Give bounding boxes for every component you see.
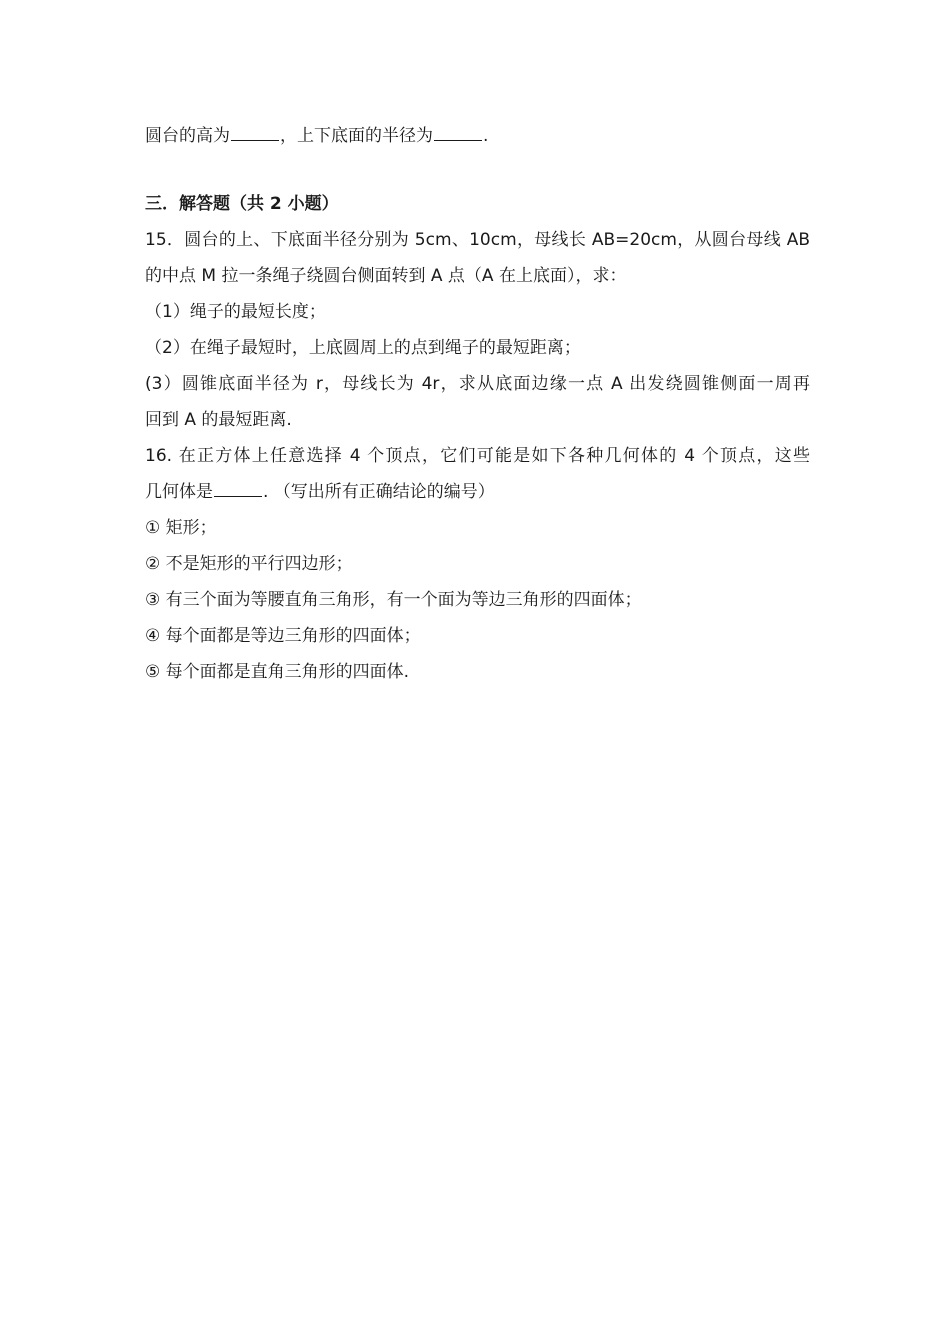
q15-sub-2: （2）在绳子最短时，上底圆周上的点到绳子的最短距离； xyxy=(145,338,581,358)
section-heading: 三．解答题（共 2 小题） xyxy=(145,194,339,214)
q15-sub-1: （1）绳子的最短长度； xyxy=(145,302,326,322)
prev-question-line xyxy=(145,118,810,154)
q16-line-2 xyxy=(145,474,810,510)
q16-option-2: ② 不是矩形的平行四边形； xyxy=(145,554,353,574)
q15-line-1: 15．圆台的上、下底面半径分别为 5cm、10cm，母线长 AB=20cm，从圆台母线 AB xyxy=(145,230,810,250)
prev-question-text-1: 圆台的高为 xyxy=(145,126,230,146)
q16-text-2: . （写出所有正确结论的编号） xyxy=(263,482,495,502)
q15-sub-3-line-1: (3）圆锥底面半径为 r，母线长为 4r，求从底面边缘一点 A 出发绕圆锥侧面一周再 xyxy=(145,374,810,394)
prev-question-text-3: . xyxy=(483,126,489,146)
answer-blank-q16 xyxy=(214,478,262,497)
q16-option-5: ⑤ 每个面都是直角三角形的四面体. xyxy=(145,662,410,682)
prev-question-text-2: ，上下底面的半径为 xyxy=(280,126,433,146)
q16-option-1: ① 矩形； xyxy=(145,518,217,538)
q16-option-4: ④ 每个面都是等边三角形的四面体； xyxy=(145,626,421,646)
answer-blank-radius xyxy=(434,122,482,141)
answer-blank-height xyxy=(231,122,279,141)
q16-option-3: ③ 有三个面为等腰直角三角形，有一个面为等边三角形的四面体； xyxy=(145,590,642,610)
page-content xyxy=(145,118,810,690)
q15-line-2: 的中点 M 拉一条绳子绕圆台侧面转到 A 点（A 在上底面），求： xyxy=(145,266,627,286)
q15-sub-3-line-2: 回到 A 的最短距离. xyxy=(145,410,292,430)
q16-line-1: 16. 在正方体上任意选择 4 个顶点，它们可能是如下各种几何体的 4 个顶点，这些 xyxy=(145,446,810,466)
q16-text-1: 几何体是 xyxy=(145,482,213,502)
spacer xyxy=(145,154,810,186)
